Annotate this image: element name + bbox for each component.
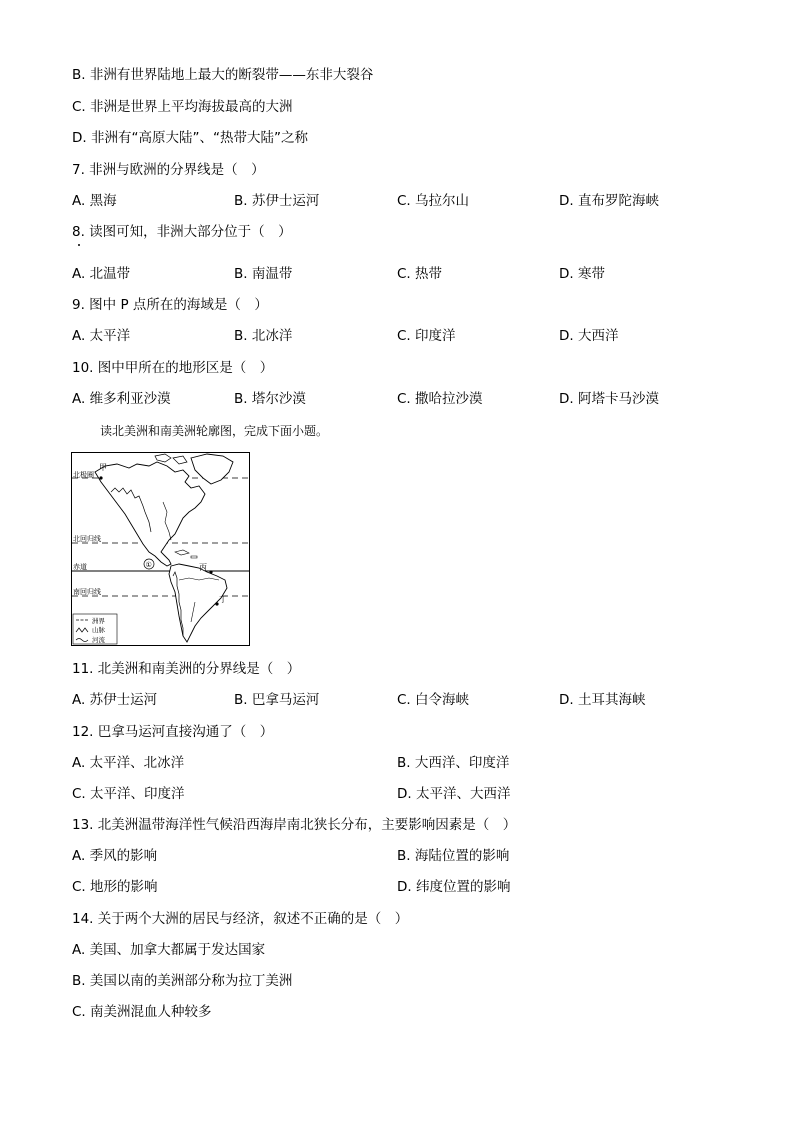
point-bing-marker <box>209 570 212 573</box>
q8-option-a: A. 北温带 <box>72 266 131 282</box>
q12-option-a: A. 太平洋、北冰洋 <box>72 755 185 771</box>
q12-option-c: C. 太平洋、印度洋 <box>72 786 185 802</box>
label-one: ① <box>145 561 152 569</box>
q9-option-c: C. 印度洋 <box>397 328 456 344</box>
q6-option-b: B. 非洲有世界陆地上最大的断裂带——东非大裂谷 <box>72 67 374 83</box>
q10-stem: 10. 图中甲所在的地形区是（ ） <box>72 360 274 376</box>
q13-stem: 13. 北美洲温带海洋性气候沿西海岸南北狭长分布，主要影响因素是（ ） <box>72 817 517 833</box>
legend-mountain-label: 山脉 <box>92 626 105 634</box>
q9-option-a: A. 太平洋 <box>72 328 131 344</box>
q12-stem: 12. 巴拿马运河直接沟通了（ ） <box>72 724 274 740</box>
q9-option-b: B. 北冰洋 <box>234 328 293 344</box>
q8-option-b: B. 南温带 <box>234 266 293 282</box>
map-intro: 读北美洲和南美洲轮廓图，完成下面小题。 <box>100 424 329 438</box>
q12-option-b: B. 大西洋、印度洋 <box>397 755 510 771</box>
q7-stem: 7. 非洲与欧洲的分界线是（ ） <box>72 162 265 178</box>
q6-option-d: D. 非洲有“高原大陆”、“热带大陆”之称 <box>72 130 308 146</box>
label-equator: 赤道 <box>73 563 87 571</box>
q14-option-c: C. 南美洲混血人种较多 <box>72 1004 212 1020</box>
q7-option-a: A. 黑海 <box>72 193 117 209</box>
q10-option-d: D. 阿塔卡马沙漠 <box>559 391 659 407</box>
q11-option-d: D. 土耳其海峡 <box>559 692 646 708</box>
q13-option-d: D. 纬度位置的影响 <box>397 879 511 895</box>
americas-outline-map <box>71 452 250 646</box>
q9-option-d: D. 大西洋 <box>559 328 619 344</box>
q7-option-d: D. 直布罗陀海峡 <box>559 193 659 209</box>
q14-option-a: A. 美国、加拿大都属于发达国家 <box>72 942 266 958</box>
legend-river-label: 河流 <box>92 636 105 644</box>
q13-option-b: B. 海陆位置的影响 <box>397 848 510 864</box>
q11-option-b: B. 巴拿马运河 <box>234 692 320 708</box>
hispaniola-outline <box>191 556 197 558</box>
q9-stem: 9. 图中 P 点所在的海域是（ ） <box>72 297 268 313</box>
q13-option-c: C. 地形的影响 <box>72 879 158 895</box>
q13-option-a: A. 季风的影响 <box>72 848 158 864</box>
label-bing: 丙 <box>199 563 207 572</box>
q11-stem: 11. 北美洲和南美洲的分界线是（ ） <box>72 661 301 677</box>
label-ding: 丁 <box>219 595 227 604</box>
q7-option-b: B. 苏伊士运河 <box>234 193 320 209</box>
stray-dot <box>78 244 80 246</box>
q14-stem: 14. 关于两个大洲的居民与经济，叙述不正确的是（ ） <box>72 911 409 927</box>
point-jia-marker <box>99 476 102 479</box>
legend-boundary-label: 洲界 <box>92 617 105 625</box>
q8-option-d: D. 寒带 <box>559 266 605 282</box>
q10-option-a: A. 维多利亚沙漠 <box>72 391 171 407</box>
q11-option-a: A. 苏伊士运河 <box>72 692 158 708</box>
q8-stem: 8. 读图可知，非洲大部分位于（ ） <box>72 224 292 240</box>
q7-option-c: C. 乌拉尔山 <box>397 193 470 209</box>
q10-option-b: B. 塔尔沙漠 <box>234 391 306 407</box>
q12-option-d: D. 太平洋、大西洋 <box>397 786 511 802</box>
q10-option-c: C. 撒哈拉沙漠 <box>397 391 483 407</box>
label-tropic-capricorn: 南回归线 <box>73 588 101 596</box>
q14-option-b: B. 美国以南的美洲部分称为拉丁美洲 <box>72 973 293 989</box>
q6-option-c: C. 非洲是世界上平均海拔最高的大洲 <box>72 99 293 115</box>
label-tropic-cancer: 北回归线 <box>73 535 101 543</box>
q8-option-c: C. 热带 <box>397 266 443 282</box>
q11-option-c: C. 白令海峡 <box>397 692 470 708</box>
label-jia: 甲 <box>99 463 107 472</box>
label-arctic-circle: 北极圈 <box>73 471 94 479</box>
